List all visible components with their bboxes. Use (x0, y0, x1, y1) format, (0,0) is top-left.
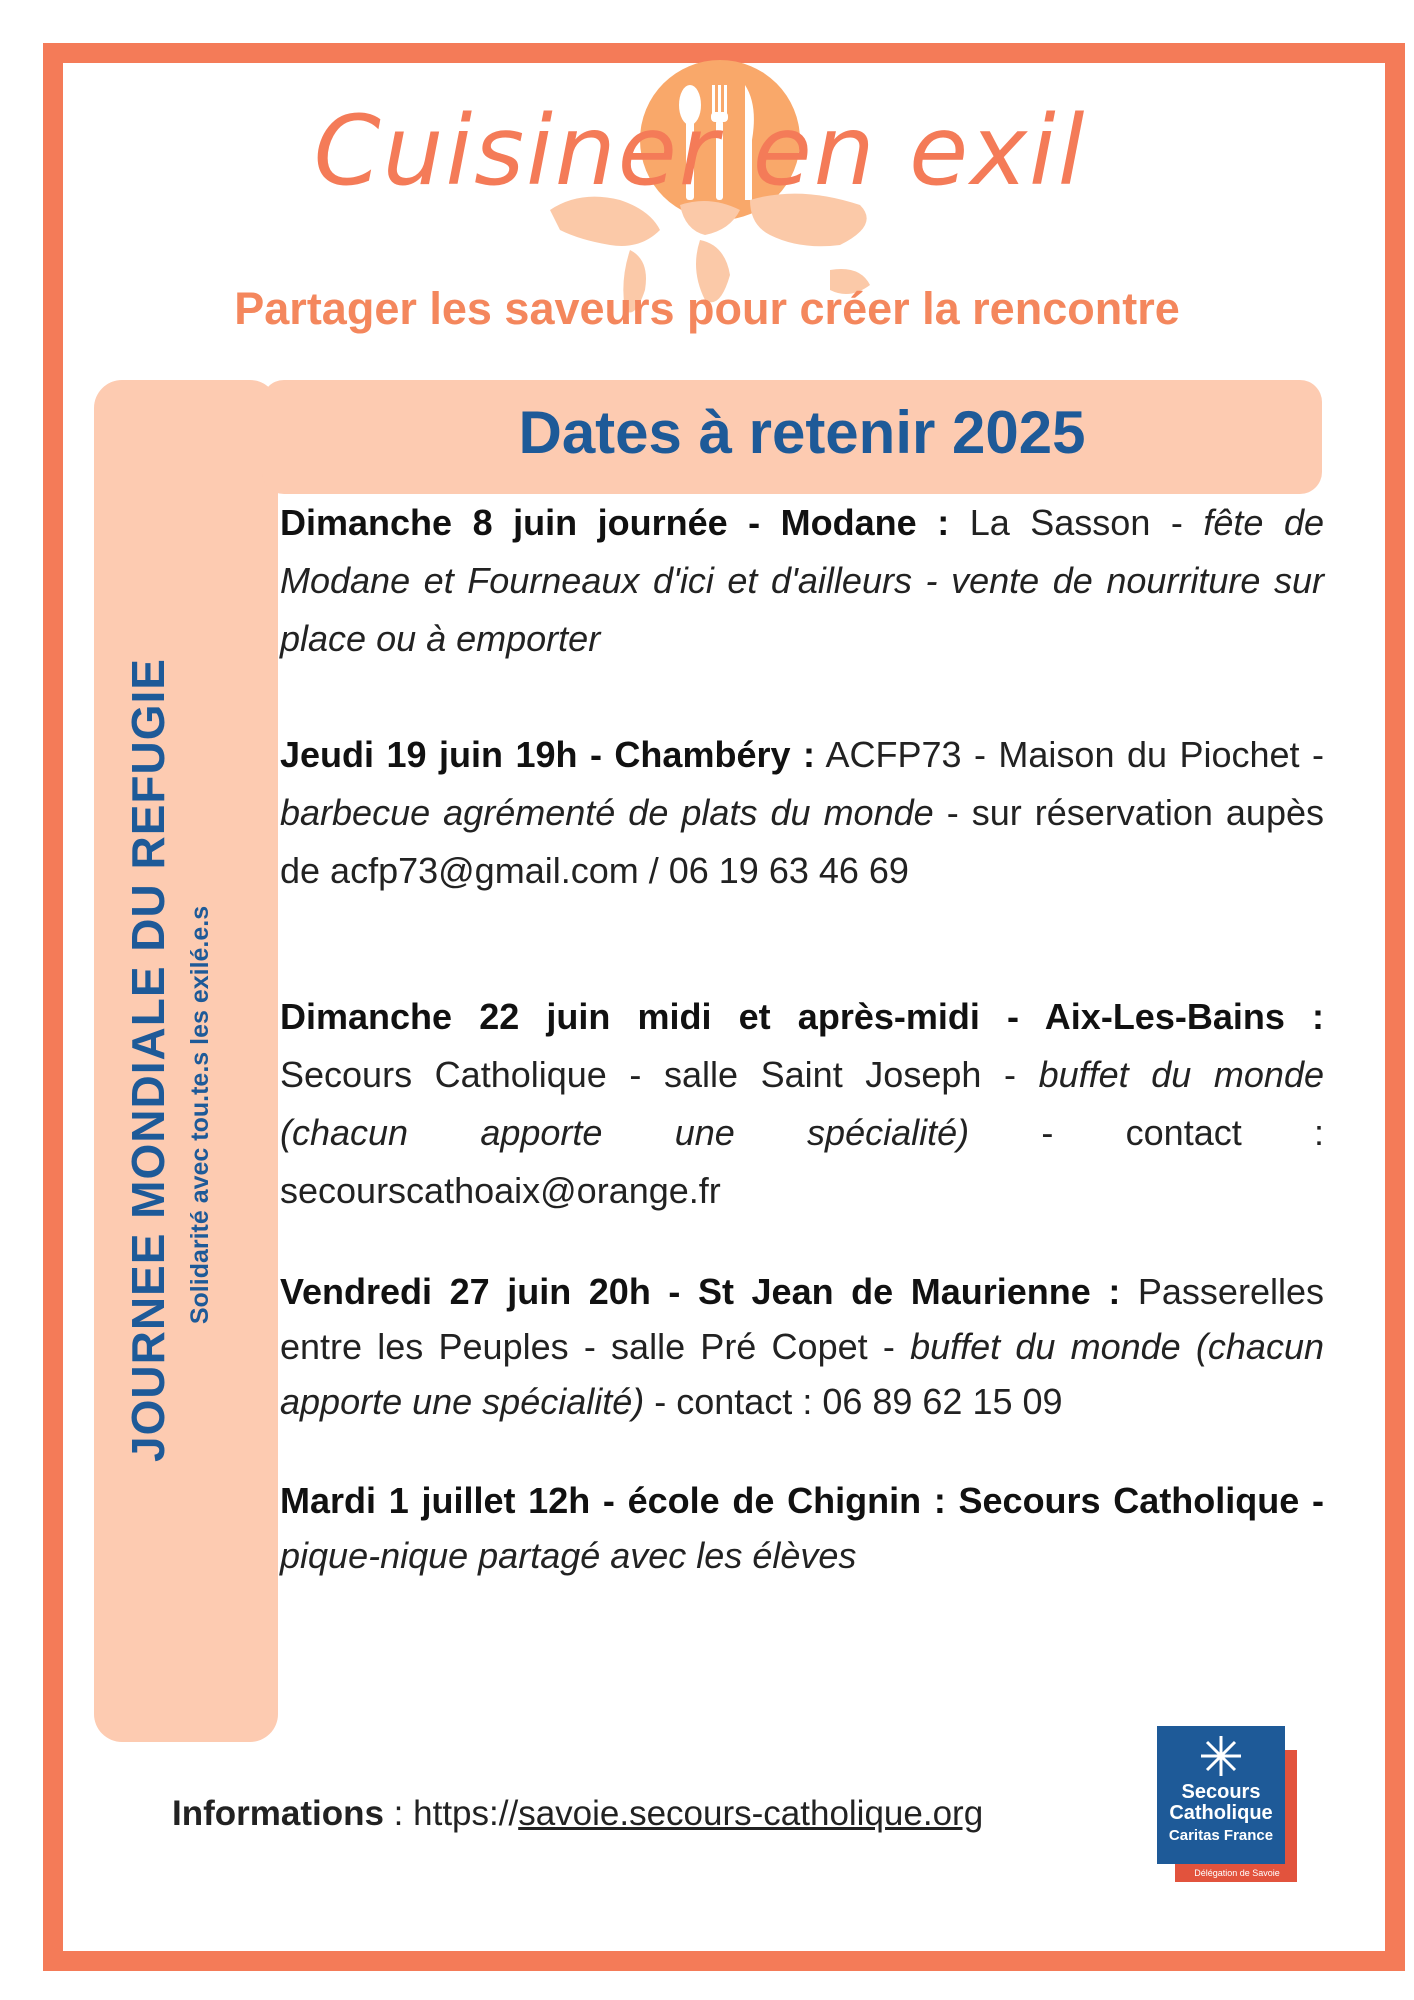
side-subtitle: Solidarité avec tou.te.s les exilé.e.s (186, 905, 214, 1325)
event-venue: Passerelles entre les Peuples - salle Pré Copet - (280, 1271, 1324, 1367)
event-date: Mardi 1 juillet 12h - école de Chignin : Secours Catholique - (280, 1480, 1324, 1521)
event-description: buffet du monde (chacun apporte une spécialité) (280, 1326, 1324, 1422)
event-date: Dimanche 8 juin journée - Modane : (280, 502, 950, 543)
event-extra: - contact : 06 89 62 15 09 (644, 1381, 1063, 1422)
event-extra: - contact : secourscathoaix@orange.fr (280, 1112, 1324, 1211)
event-venue: ACFP73 - Maison du Piochet - (814, 734, 1324, 775)
footer-separator: : https:// (383, 1794, 519, 1833)
footer-label: Informations (172, 1794, 384, 1833)
page-title: Cuisiner en exil (313, 95, 1087, 207)
event-description: buffet du monde (chacun apporte une spécialité) (280, 1054, 1324, 1153)
event-item (280, 726, 1324, 900)
logo-line3: Caritas France (1168, 1827, 1274, 1844)
event-item (280, 988, 1324, 1220)
event-venue: La Sasson - (949, 502, 1204, 543)
logo-line4: Délégation de Savoie (1194, 1868, 1280, 1878)
event-date: Dimanche 22 juin midi et après-midi - Aix-Les-Bains : (280, 996, 1324, 1037)
dates-title: Dates à retenir 2025 (518, 399, 1086, 466)
logo-line2: Catholique (1169, 1802, 1273, 1824)
logo-line1: Secours (1181, 1781, 1261, 1803)
event-extra: - sur réservation aupès de acfp73@gmail.com / 06 19 63 46 69 (280, 792, 1324, 891)
event-item (280, 494, 1324, 668)
event-date: Jeudi 19 juin 19h - Chambéry : (280, 734, 815, 775)
event-item (280, 1264, 1324, 1429)
event-venue: Secours Catholique - salle Saint Joseph - (280, 1054, 1039, 1095)
side-text (116, 460, 256, 1660)
footer-info (172, 1794, 1122, 1834)
side-main-title: JOURNEE MONDIALE DU REFUGIE (122, 658, 174, 1462)
footer-link[interactable]: savoie.secours-catholique.org (518, 1794, 984, 1833)
event-description: pique-nique partagé avec les élèves (280, 1535, 857, 1576)
event-item (280, 1473, 1324, 1583)
page-subtitle: Partager les saveurs pour créer la rencontre (234, 283, 1180, 334)
event-date: Vendredi 27 juin 20h - St Jean de Maurienne : (280, 1271, 1121, 1312)
events-list (280, 494, 1324, 1583)
event-description: fête de Modane et Fourneaux d'ici et d'ailleurs - vente de nourriture sur place ou à emporter (280, 502, 1325, 659)
cross-icon (1201, 1736, 1241, 1776)
event-description: barbecue agrémenté de plats du monde (280, 792, 934, 833)
secours-catholique-logo (1157, 1726, 1297, 1882)
